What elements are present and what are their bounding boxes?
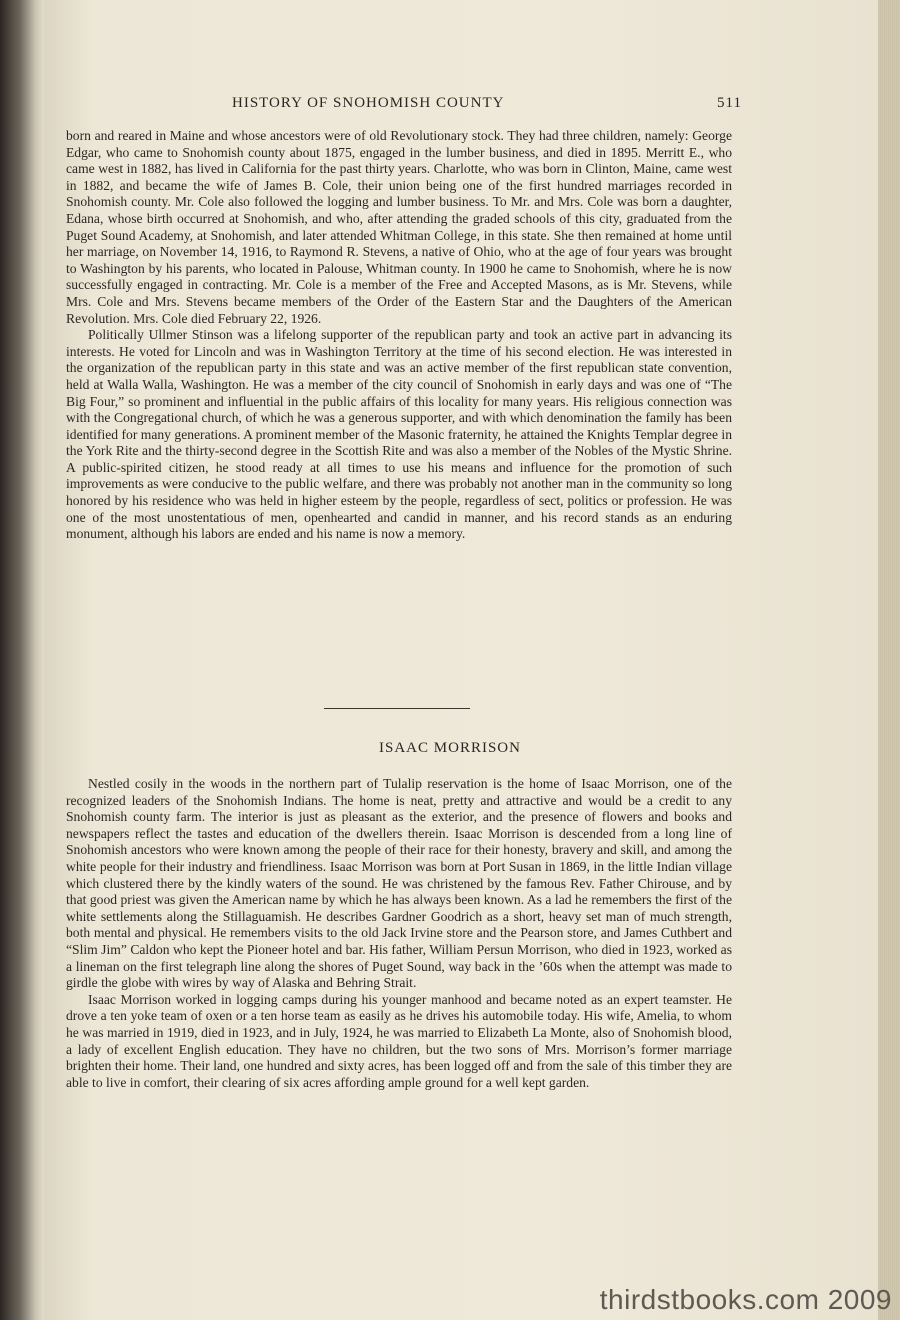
book-binding-shadow bbox=[0, 0, 44, 1320]
paragraph: born and reared in Maine and whose ancestors were of old Revolutionary stock. They had three children, namely: George Edgar, who came to Snohomish county about 1875, engaged in the lumber business, and died in 1895. Merritt E., who came west in 1882, has lived in California for the past thirty years. Charlotte, who was born in Clinton, Maine, came west in 1882, and became the wife of James B. Cole, their union being one of the first hundred marriages recorded in Snohomish county. Mr. Cole also followed the logging and lumber business. To Mr. and Mrs. Cole was born a daughter, Edana, whose birth occurred at Snohomish, and who, after attending the graded schools of this city, graduated from the Puget Sound Academy, at Snohomish, and later attended Whitman College, in this state. She then remained at home until her marriage, on November 14, 1916, to Raymond R. Stevens, a native of Ohio, who at the age of four years was brought to Washington by his parents, who located in Palouse, Whitman county. In 1900 he came to Snohomish, where he is now successfully engaged in contracting. Mr. Cole is a member of the Free and Accepted Masons, as is Mr. Stevens, while Mrs. Cole and Mrs. Stevens became members of the Order of the Eastern Star and the Daughters of the American Revolution. Mrs. Cole died February 22, 1926. bbox=[66, 128, 732, 326]
article-isaac-morrison bbox=[66, 776, 732, 1091]
page-number: 511 bbox=[717, 95, 742, 111]
paragraph: Isaac Morrison worked in logging camps during his younger manhood and became noted as an expert teamster. He drove a ten yoke team of oxen or a ten horse team as easily as he drives his automobile today. His wife, Amelia, to whom he was married in 1919, died in 1923, and in July, 1924, he was married to Elizabeth La Monte, also of Snohomish blood, a lady of excellent English education. They have no children, but the two sons of Mrs. Morrison’s former marriage brighten their home. Their land, one hundred and sixty acres, has been logged off and from the sale of this timber they are able to live in comfort, their clearing of six acres affording ample ground for a well kept garden. bbox=[66, 991, 732, 1090]
page-edges bbox=[878, 0, 900, 1320]
page-header bbox=[232, 95, 742, 117]
section-title: ISAAC MORRISON bbox=[379, 740, 521, 756]
section-divider bbox=[324, 708, 470, 709]
paragraph: Nestled cosily in the woods in the northern part of Tulalip reservation is the home of Isaac Morrison, one of the recognized leaders of the Snohomish Indians. The home is neat, pretty and attractive and would be a credit to any Snohomish county farm. The interior is just as pleasant as the exterior, and the presence of flowers and books and newspapers reflect the tastes and education of the dwellers therein. Isaac Morrison is descended from a long line of Snohomish ancestors who were known among the people of their race for their honesty, bravery and skill, and among the white people for their industry and friendliness. Isaac Morrison was born at Port Susan in 1869, in the little Indian village which clustered there by the kindly waters of the sound. He was christened by the famous Rev. Father Chirouse, and by that good priest was given the American name by which he has always been known. As a lad he remembers the first of the white settlements along the Stillaguamish. He describes Gardner Goodrich as a short, heavy set man of much strength, both mental and physical. He remembers visits to the old Jack Irvine store and the Pearson store, and James Cuthbert and “Slim Jim” Caldon who kept the Pioneer hotel and bar. His father, William Persun Morrison, who died in 1923, worked as a lineman on the first telegraph line along the shores of Puget Sound, way back in the ’60s when the attempt was made to girdle the globe with wires by way of Alaska and Behring Strait. bbox=[66, 776, 732, 991]
article-stinson-continued bbox=[66, 128, 732, 543]
paragraph: Politically Ullmer Stinson was a lifelong supporter of the republican party and took an active part in advancing its interests. He voted for Lincoln and was in Washington Territory at the time of his second election. He was interested in the organization of the republican party in this state and was an active member of the first republican state convention, held at Walla Walla, Washington. He was a member of the city council of Snohomish in early days and was one of “The Big Four,” so prominent and influential in the public affairs of this locality for many years. His religious connection was with the Congregational church, of which he was a generous supporter, and with which denomination the family has been identified for many generations. A prominent member of the Masonic fraternity, he attained the Knights Templar degree in the York Rite and the thirty-second degree in the Scottish Rite and was also a member of the Nobles of the Mystic Shrine. A public-spirited citizen, he stood ready at all times to use his means and influence for the promotion of such improvements as were conducive to the public welfare, and there was probably not another man in the community so long honored by his residence who was held in higher esteem by the people, regardless of sect, politics or profession. He was one of the most unostentatious of men, openhearted and candid in manner, and his record stands as an enduring monument, although his labors are ended and his name is now a memory. bbox=[66, 327, 732, 542]
running-head: HISTORY OF SNOHOMISH COUNTY bbox=[232, 95, 505, 111]
watermark: thirdstbooks.com 2009 bbox=[599, 1284, 892, 1315]
